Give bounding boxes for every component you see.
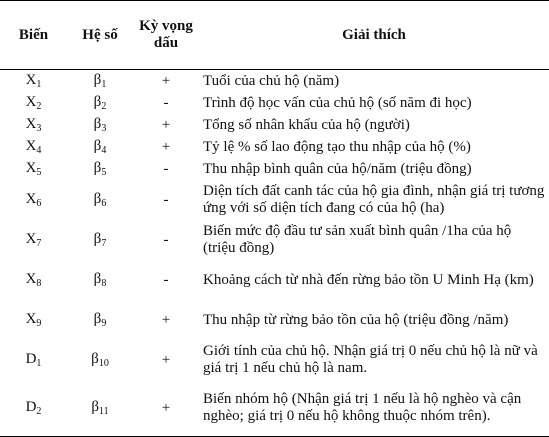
sign-cell: +: [161, 311, 171, 328]
coefficient-subscript: 7: [101, 238, 107, 249]
header-explanation: Giải thích: [199, 1, 549, 70]
sign-cell: +: [161, 72, 171, 89]
explanation-cell: Trình độ học vấn của chủ hộ (số năm đi học): [203, 94, 472, 111]
variable-cell: [0, 340, 67, 380]
explanation-cell: Tổng số nhân khẩu của hộ (người): [203, 116, 410, 133]
sign-cell: -: [163, 231, 169, 248]
header-row: [0, 1, 549, 70]
explanation-cell: Giới tính của chủ hộ. Nhận giá trị 0 nếu chủ hộ là nữ và giá trị 1 nếu chủ hộ là nam.: [203, 343, 538, 376]
variable-cell: [0, 220, 67, 260]
variable-subscript: 7: [36, 238, 42, 249]
sign-cell: +: [161, 351, 171, 368]
table-row: [0, 300, 549, 340]
explanation-cell: Thu nhập bình quân của hộ/năm (triệu đồng): [203, 160, 472, 177]
coefficient-symbol: β: [91, 399, 99, 415]
variable-symbol: X: [25, 271, 37, 287]
coefficient-symbol: β: [91, 351, 99, 367]
header-expected-sign: Kỳ vọng dấu: [133, 1, 199, 70]
coefficient-cell: [67, 180, 133, 220]
coefficient-subscript: 9: [101, 318, 107, 329]
coefficient-cell: [67, 114, 133, 136]
variable-cell: [0, 136, 67, 158]
variable-symbol: D: [25, 399, 37, 415]
variable-cell: [0, 260, 67, 300]
table-row: [0, 70, 549, 93]
variable-symbol: X: [25, 191, 37, 207]
coefficient-symbol: β: [93, 94, 102, 110]
coefficient-subscript: 4: [101, 145, 107, 156]
variable-subscript: 3: [36, 123, 42, 134]
explanation-cell: Khoảng cách từ nhà đến rừng bảo tồn U Minh Hạ (km): [203, 271, 534, 288]
sign-cell: +: [161, 116, 171, 133]
header-coefficient: Hệ số: [67, 1, 133, 70]
table-row: [0, 260, 549, 300]
variable-subscript: 9: [36, 318, 42, 329]
variable-symbol: X: [25, 116, 37, 132]
coefficient-cell: [67, 340, 133, 380]
variable-symbol: X: [25, 138, 37, 154]
variable-symbol: X: [25, 94, 37, 110]
coefficient-symbol: β: [93, 191, 102, 207]
coefficient-symbol: β: [93, 138, 102, 154]
table-row: [0, 220, 549, 260]
explanation-cell: Thu nhập từ rừng bảo tồn của hộ (triệu đồng /năm): [203, 311, 509, 328]
table-row: [0, 136, 549, 158]
coefficient-subscript: 2: [101, 101, 107, 112]
explanation-cell: Diện tích đất canh tác của hộ gia đình, nhận giá trị tương ứng với số diện tích đang có của hộ (ha): [203, 183, 545, 216]
variable-cell: [0, 158, 67, 180]
variable-cell: [0, 92, 67, 114]
table-row: [0, 114, 549, 136]
variable-symbol: D: [25, 351, 37, 367]
variable-symbol: X: [25, 160, 37, 176]
coefficient-cell: [67, 136, 133, 158]
sign-cell: -: [163, 94, 169, 111]
coefficient-cell: [67, 70, 133, 93]
coefficient-subscript: 11: [99, 406, 109, 417]
variable-subscript: 1: [36, 79, 42, 90]
sign-cell: -: [163, 160, 169, 177]
variable-subscript: 5: [36, 167, 42, 178]
explanation-cell: Biến nhóm hộ (Nhận giá trị 1 nếu là hộ nghèo và cận nghèo; giá trị 0 nếu hộ không thuộc nhóm trên).: [199, 380, 549, 437]
coefficient-subscript: 1: [101, 79, 107, 90]
explanation-cell: Biến mức độ đầu tư sản xuất bình quân /1ha của hộ (triệu đồng): [203, 223, 512, 256]
coefficient-subscript: 8: [101, 278, 107, 289]
coefficient-cell: [67, 220, 133, 260]
variable-symbol: X: [25, 72, 37, 88]
coefficient-symbol: β: [93, 160, 102, 176]
coefficient-cell: [67, 260, 133, 300]
coefficient-cell: [67, 158, 133, 180]
variable-symbol: X: [25, 231, 37, 247]
coefficient-symbol: β: [93, 116, 102, 132]
coefficient-subscript: 3: [101, 123, 107, 134]
sign-cell: +: [133, 380, 199, 437]
table-row: [0, 158, 549, 180]
table-row: [0, 340, 549, 380]
variable-subscript: 4: [36, 145, 42, 156]
coefficient-symbol: β: [93, 231, 102, 247]
variable-subscript: 8: [36, 278, 42, 289]
table-row: [0, 380, 549, 437]
sign-cell: -: [163, 191, 169, 208]
table-row: [0, 180, 549, 220]
coefficient-symbol: β: [93, 311, 102, 327]
sign-cell: +: [161, 138, 171, 155]
explanation-cell: Tuổi của chủ hộ (năm): [203, 72, 340, 89]
variable-subscript: 2: [36, 101, 42, 112]
coefficient-cell: [67, 380, 133, 437]
variable-cell: [0, 114, 67, 136]
coefficient-symbol: β: [93, 72, 102, 88]
variable-symbol: X: [25, 311, 37, 327]
coefficient-subscript: 6: [101, 198, 107, 209]
variable-cell: [0, 180, 67, 220]
variable-subscript: 1: [36, 358, 42, 369]
variable-cell: [0, 380, 67, 437]
table-row: [0, 92, 549, 114]
variable-subscript: 6: [36, 198, 42, 209]
coefficient-cell: [67, 92, 133, 114]
coefficient-subscript: 5: [101, 167, 107, 178]
explanation-cell: Tỷ lệ % số lao động tạo thu nhập của hộ (%): [203, 138, 471, 155]
variable-cell: [0, 70, 67, 93]
coefficient-cell: [67, 300, 133, 340]
variable-cell: [0, 300, 67, 340]
sign-cell: -: [163, 271, 169, 288]
header-variable: Biến: [0, 1, 67, 70]
coefficient-subscript: 10: [98, 358, 109, 369]
coefficient-symbol: β: [93, 271, 102, 287]
variable-subscript: 2: [36, 406, 42, 417]
